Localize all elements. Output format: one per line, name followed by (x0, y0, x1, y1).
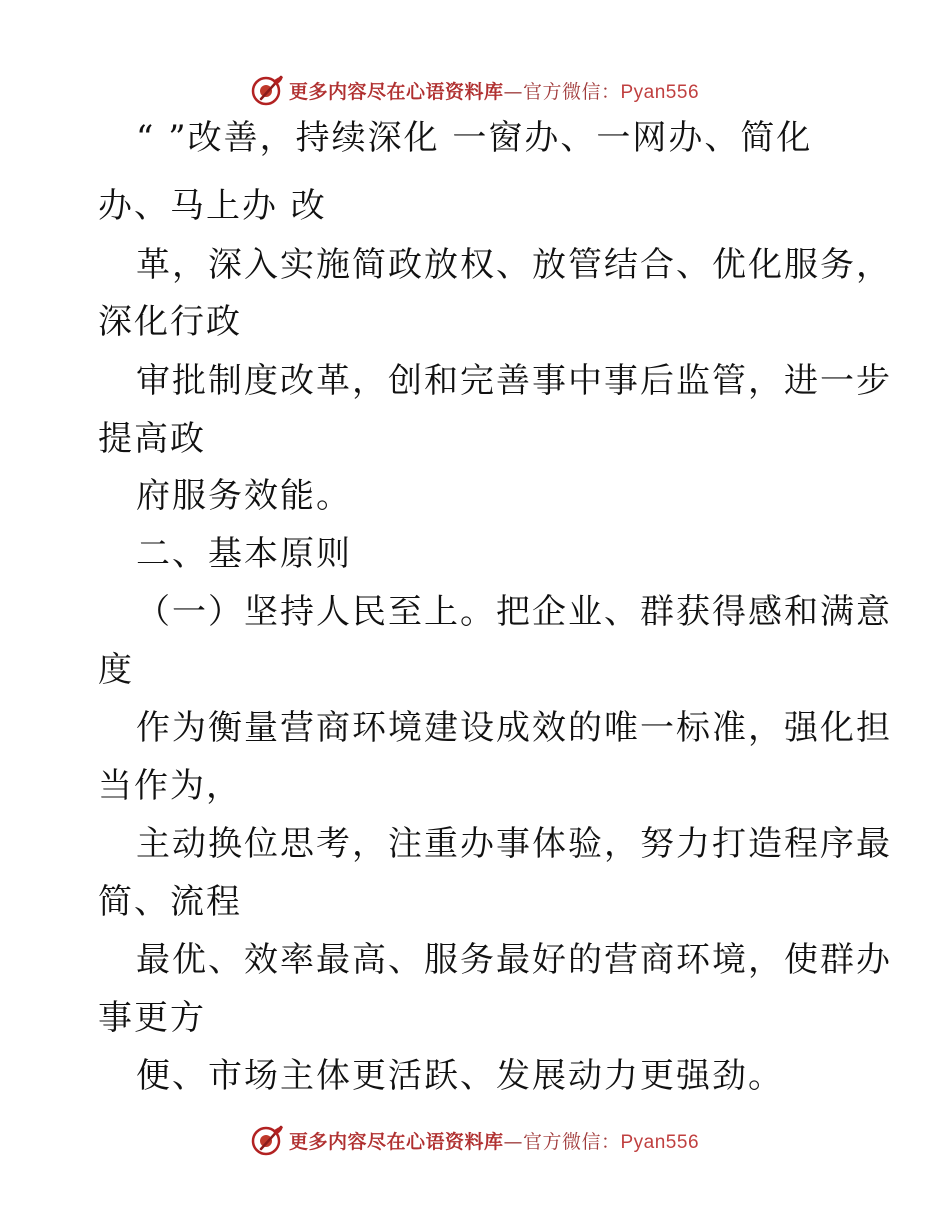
watermark-text (289, 77, 699, 104)
watermark-text (289, 1127, 699, 1154)
text-line: 便、市场主体更活跃、发展动力更强劲。 (136, 1056, 784, 1096)
watermark-brand: 更多内容尽在心语资料库 (288, 81, 504, 103)
text-line: 度 (98, 650, 134, 690)
text-line: 革，深入实施简政放权、放管结合、优化服务， (136, 245, 892, 285)
footer-watermark-banner (0, 1120, 950, 1160)
text-line: 提高政 (98, 419, 206, 459)
text-line: 最优、效率最高、服务最好的营商环境，使群办 (136, 940, 892, 980)
watermark-contact-handle: Pyan556 (620, 1131, 700, 1153)
quill-seal-logo-icon (251, 73, 285, 107)
text-line: “ ”改善，持续深化 一窗办、一网办、简化 (136, 118, 813, 158)
text-line: 审批制度改革，创和完善事中事后监管，进一步 (136, 361, 892, 401)
text-line: 办、马上办 改 (98, 186, 327, 226)
watermark-contact-label: 官方微信： (522, 1130, 621, 1153)
text-line: 府服务效能。 (136, 476, 352, 516)
quill-seal-logo-icon (251, 1123, 285, 1157)
header-watermark-banner (0, 70, 950, 110)
text-line: 简、流程 (98, 882, 242, 922)
text-line: （一）坚持人民至上。把企业、群获得感和满意 (136, 592, 892, 632)
text-line: 当作为， (98, 766, 242, 806)
text-line: 主动换位思考，注重办事体验，努力打造程序最 (136, 824, 892, 864)
text-line: 作为衡量营商环境建设成效的唯一标准，强化担 (136, 708, 892, 748)
watermark-separator: — (503, 1130, 523, 1153)
watermark-contact-handle: Pyan556 (620, 81, 700, 103)
watermark-separator: — (503, 80, 523, 103)
text-line: 事更方 (98, 998, 206, 1038)
watermark-brand: 更多内容尽在心语资料库 (288, 1131, 504, 1153)
watermark-contact-label: 官方微信： (522, 80, 621, 103)
text-line: 深化行政 (98, 302, 242, 342)
section-heading: 二、基本原则 (136, 534, 352, 574)
